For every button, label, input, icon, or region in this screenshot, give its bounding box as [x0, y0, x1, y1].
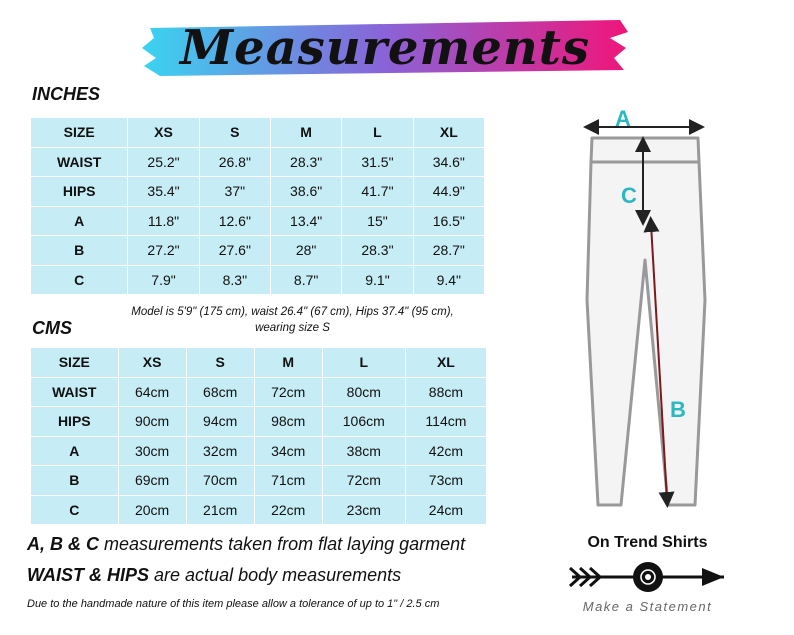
- table-header-row: [31, 118, 485, 148]
- note-2-bold: WAIST & HIPS: [27, 565, 150, 585]
- table-cell: 88cm: [405, 377, 486, 407]
- table-header-row: [31, 348, 487, 378]
- table-row: [31, 407, 487, 437]
- table-row: [31, 236, 485, 266]
- row-header: WAIST: [31, 147, 128, 177]
- table-cell: 90cm: [118, 407, 186, 437]
- table-cell: 28.7": [413, 236, 484, 266]
- table-cell: 21cm: [186, 495, 254, 525]
- header-cell: XL: [405, 348, 486, 378]
- table-cell: 20cm: [118, 495, 186, 525]
- note-flat-measurements: [27, 534, 465, 555]
- table-cell: 25.2": [128, 147, 199, 177]
- arrow-logo-icon: [566, 560, 730, 594]
- table-cell: 28.3": [270, 147, 341, 177]
- header-cell: XS: [118, 348, 186, 378]
- brand-tagline: Make a Statement: [582, 599, 713, 614]
- table-cell: 37": [199, 177, 270, 207]
- table-row: [31, 436, 487, 466]
- table-cell: 24cm: [405, 495, 486, 525]
- model-note: [100, 304, 485, 336]
- leggings-outline: [587, 138, 705, 505]
- table-cell: 71cm: [254, 466, 322, 496]
- row-header: WAIST: [31, 377, 119, 407]
- label-a: A: [615, 106, 631, 131]
- note-1-bold: A, B & C: [27, 534, 99, 554]
- inches-size-table: [30, 117, 485, 295]
- table-cell: 114cm: [405, 407, 486, 437]
- table-cell: 70cm: [186, 466, 254, 496]
- table-row: [31, 206, 485, 236]
- table-cell: 13.4": [270, 206, 341, 236]
- note-1-text: measurements taken from flat laying garment: [104, 534, 466, 554]
- header-cell: SIZE: [31, 348, 119, 378]
- tolerance-note: Due to the handmade nature of this item please allow a tolerance of up to 1" / 2.5 cm: [27, 598, 440, 610]
- header-cell: XL: [413, 118, 484, 148]
- table-cell: 12.6": [199, 206, 270, 236]
- row-header: A: [31, 206, 128, 236]
- table-row: [31, 177, 485, 207]
- cms-size-table: [30, 347, 487, 525]
- table-cell: 11.8": [128, 206, 199, 236]
- table-cell: 16.5": [413, 206, 484, 236]
- table-cell: 106cm: [322, 407, 405, 437]
- table-cell: 42cm: [405, 436, 486, 466]
- label-c: C: [621, 183, 637, 208]
- table-cell: 9.1": [342, 265, 413, 295]
- cms-label: CMS: [32, 318, 72, 338]
- table-cell: 23cm: [322, 495, 405, 525]
- header-cell: S: [199, 118, 270, 148]
- table-row: [31, 495, 487, 525]
- leggings-diagram: [565, 100, 725, 510]
- table-cell: 69cm: [118, 466, 186, 496]
- table-cell: 94cm: [186, 407, 254, 437]
- note-2-text: are actual body measurements: [154, 565, 402, 585]
- table-cell: 8.3": [199, 265, 270, 295]
- header-cell: S: [186, 348, 254, 378]
- row-header: A: [31, 436, 119, 466]
- table-row: [31, 265, 485, 295]
- table-cell: 9.4": [413, 265, 484, 295]
- table-cell: 27.6": [199, 236, 270, 266]
- table-cell: 38.6": [270, 177, 341, 207]
- header-cell: M: [254, 348, 322, 378]
- header-cell: M: [270, 118, 341, 148]
- page-title: Measurements: [180, 20, 590, 76]
- header-cell: L: [322, 348, 405, 378]
- table-cell: 35.4": [128, 177, 199, 207]
- row-header: C: [31, 495, 119, 525]
- model-note-line-1: Model is 5'9" (175 cm), waist 26.4" (67 cm), Hips 37.4" (95 cm),: [131, 306, 454, 318]
- table-cell: 68cm: [186, 377, 254, 407]
- table-cell: 73cm: [405, 466, 486, 496]
- table-cell: 15": [342, 206, 413, 236]
- row-header: HIPS: [31, 177, 128, 207]
- row-header: B: [31, 466, 119, 496]
- table-cell: 8.7": [270, 265, 341, 295]
- table-cell: 7.9": [128, 265, 199, 295]
- row-header: HIPS: [31, 407, 119, 437]
- row-header: B: [31, 236, 128, 266]
- table-cell: 64cm: [118, 377, 186, 407]
- brand-name: On Trend Shirts: [587, 534, 708, 551]
- label-b: B: [670, 397, 686, 422]
- note-body-measurements: [27, 565, 401, 586]
- inches-label: INCHES: [32, 84, 101, 104]
- table-cell: 34.6": [413, 147, 484, 177]
- header-cell: XS: [128, 118, 199, 148]
- table-cell: 32cm: [186, 436, 254, 466]
- header-cell: SIZE: [31, 118, 128, 148]
- table-cell: 72cm: [254, 377, 322, 407]
- table-row: [31, 377, 487, 407]
- table-cell: 98cm: [254, 407, 322, 437]
- table-cell: 41.7": [342, 177, 413, 207]
- table-cell: 26.8": [199, 147, 270, 177]
- header-cell: L: [342, 118, 413, 148]
- table-cell: 22cm: [254, 495, 322, 525]
- model-note-line-2: wearing size S: [255, 322, 330, 334]
- table-cell: 72cm: [322, 466, 405, 496]
- table-cell: 38cm: [322, 436, 405, 466]
- table-cell: 28": [270, 236, 341, 266]
- table-cell: 27.2": [128, 236, 199, 266]
- row-header: C: [31, 265, 128, 295]
- table-row: [31, 466, 487, 496]
- table-row: [31, 147, 485, 177]
- table-cell: 28.3": [342, 236, 413, 266]
- table-cell: 80cm: [322, 377, 405, 407]
- table-cell: 44.9": [413, 177, 484, 207]
- table-cell: 30cm: [118, 436, 186, 466]
- table-cell: 31.5": [342, 147, 413, 177]
- table-cell: 34cm: [254, 436, 322, 466]
